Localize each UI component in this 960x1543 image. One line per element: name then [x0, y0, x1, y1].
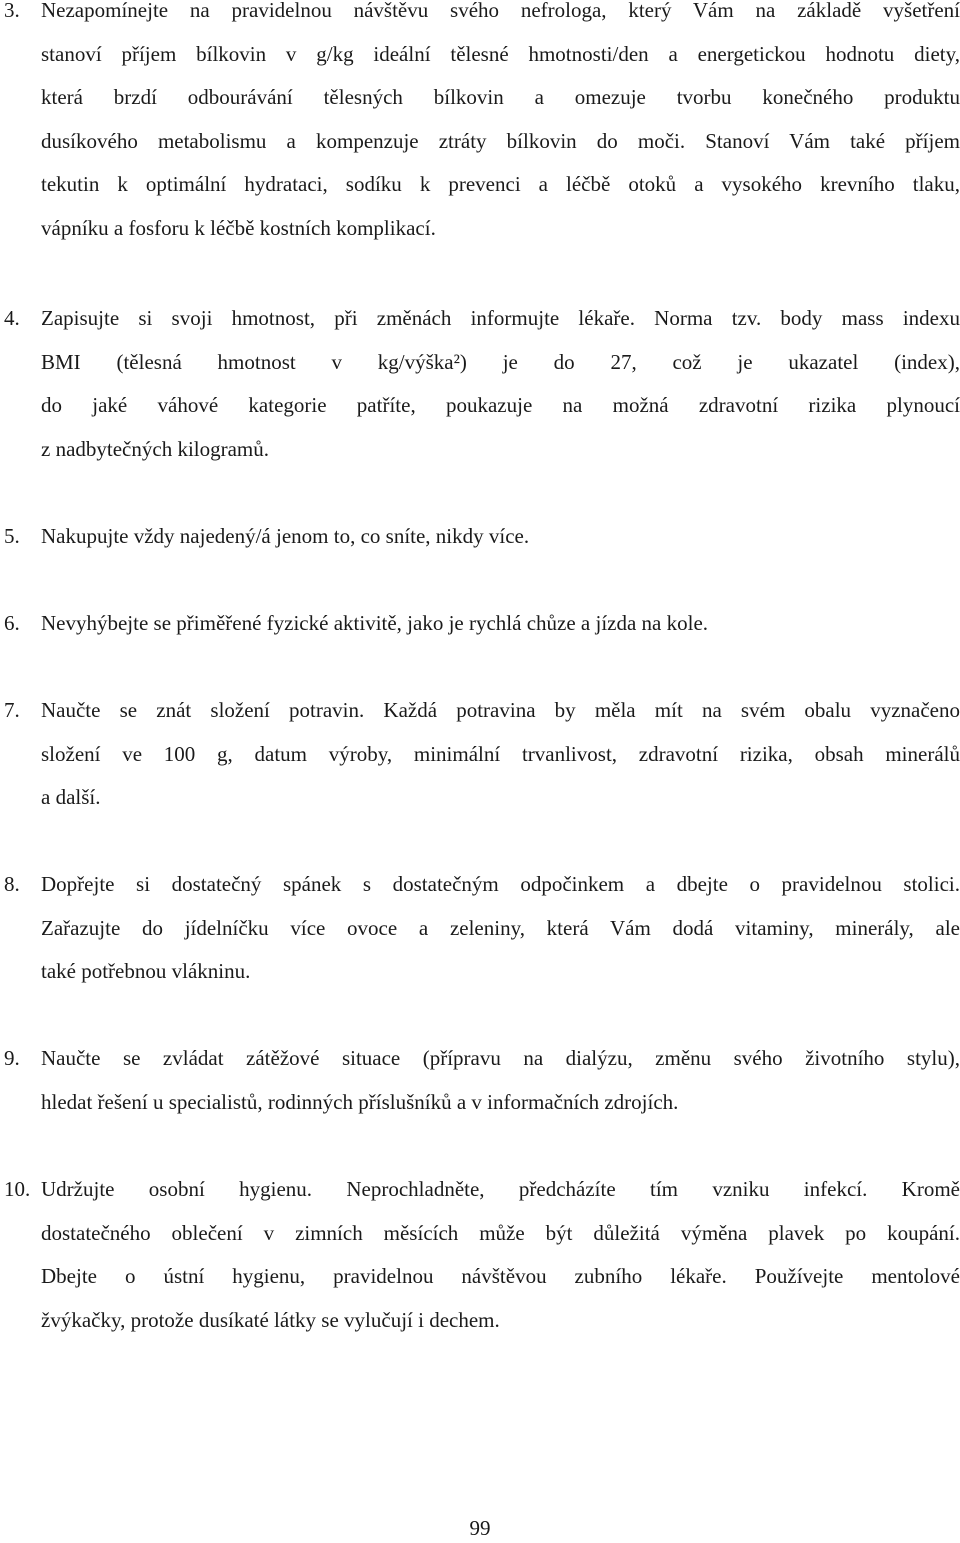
text-line: a další.	[41, 785, 101, 810]
list-item-number: 7.	[4, 698, 20, 722]
text-line: Nezapomínejte na pravidelnou návštěvu svého nefrologa, který Vám na základě vyšetření	[41, 0, 960, 22]
text-line: která brzdí odbourávání tělesných bílkovin a omezuje tvorbu konečného produktu	[41, 85, 960, 110]
list-item-text	[41, 863, 960, 994]
list-item-text	[41, 0, 960, 251]
list-item-text	[41, 1168, 960, 1342]
list-item-number: 8.	[4, 872, 20, 896]
list-item-text	[41, 689, 960, 820]
list-item-number: 4.	[4, 306, 20, 330]
text-line: Zařazujte do jídelníčku více ovoce a zeleniny, která Vám dodá vitaminy, minerály, ale	[41, 915, 960, 940]
text-line: Naučte se znát složení potravin. Každá potravina by měla mít na svém obalu vyznačeno	[41, 698, 960, 722]
text-line: do jaké váhové kategorie patříte, poukazuje na možná zdravotní rizika plynoucí	[41, 393, 960, 418]
list-item-number: 10.	[4, 1177, 31, 1201]
list-item-text	[41, 297, 960, 471]
text-line: dusíkového metabolismu a kompenzuje ztráty bílkovin do moči. Stanoví Vám také příjem	[41, 128, 960, 153]
text-line: Dopřejte si dostatečný spánek s dostatečným odpočinkem a dbejte o pravidelnou stolici.	[41, 872, 960, 896]
text-line: také potřebnou vlákninu.	[41, 959, 251, 984]
text-line: složení ve 100 g, datum výroby, minimální trvanlivost, zdravotní rizika, obsah minerálů	[41, 741, 960, 766]
list-item-text	[41, 515, 960, 559]
text-line: vápníku a fosforu k léčbě kostních komplikací.	[41, 215, 436, 240]
text-line: Dbejte o ústní hygienu, pravidelnou návštěvou zubního lékaře. Používejte mentolové	[41, 1264, 960, 1289]
text-line: tekutin k optimální hydrataci, sodíku k prevenci a léčbě otoků a vysokého krevního tlaku,	[41, 172, 960, 197]
text-line: Udržujte osobní hygienu. Neprochladněte, předcházíte tím vzniku infekcí. Kromě	[41, 1177, 960, 1201]
list-item-number: 3.	[4, 0, 20, 22]
list-item-number: 6.	[4, 611, 20, 635]
text-line: stanoví příjem bílkovin v g/kg ideální tělesné hmotnosti/den a energetickou hodnotu diety,	[41, 41, 960, 66]
list-item-text	[41, 602, 960, 646]
text-line: Nakupujte vždy najedený/á jenom to, co sníte, nikdy více.	[41, 524, 530, 548]
text-line: Nevyhýbejte se přiměřené fyzické aktivitě, jako je rychlá chůze a jízda na kole.	[41, 611, 709, 635]
page-number: 99	[469, 1516, 491, 1540]
text-line: Zapisujte si svoji hmotnost, při změnách informujte lékaře. Norma tzv. body mass indexu	[41, 306, 960, 330]
list-item-number: 9.	[4, 1046, 20, 1070]
text-line: žvýkačky, protože dusíkaté látky se vylučují i dechem.	[41, 1307, 500, 1332]
list-item-number: 5.	[4, 524, 20, 548]
text-line: dostatečného oblečení v zimních měsících může být důležitá výměna plavek po koupání.	[41, 1220, 960, 1245]
text-line: BMI (tělesná hmotnost v kg/výška²) je do 27, což je ukazatel (index),	[41, 349, 960, 374]
text-line: hledat řešení u specialistů, rodinných příslušníků a v informačních zdrojích.	[41, 1089, 679, 1114]
list-item-text	[41, 1037, 960, 1124]
text-line: z nadbytečných kilogramů.	[41, 436, 270, 461]
text-line: Naučte se zvládat zátěžové situace (přípravu na dialýzu, změnu svého životního stylu),	[41, 1046, 960, 1070]
